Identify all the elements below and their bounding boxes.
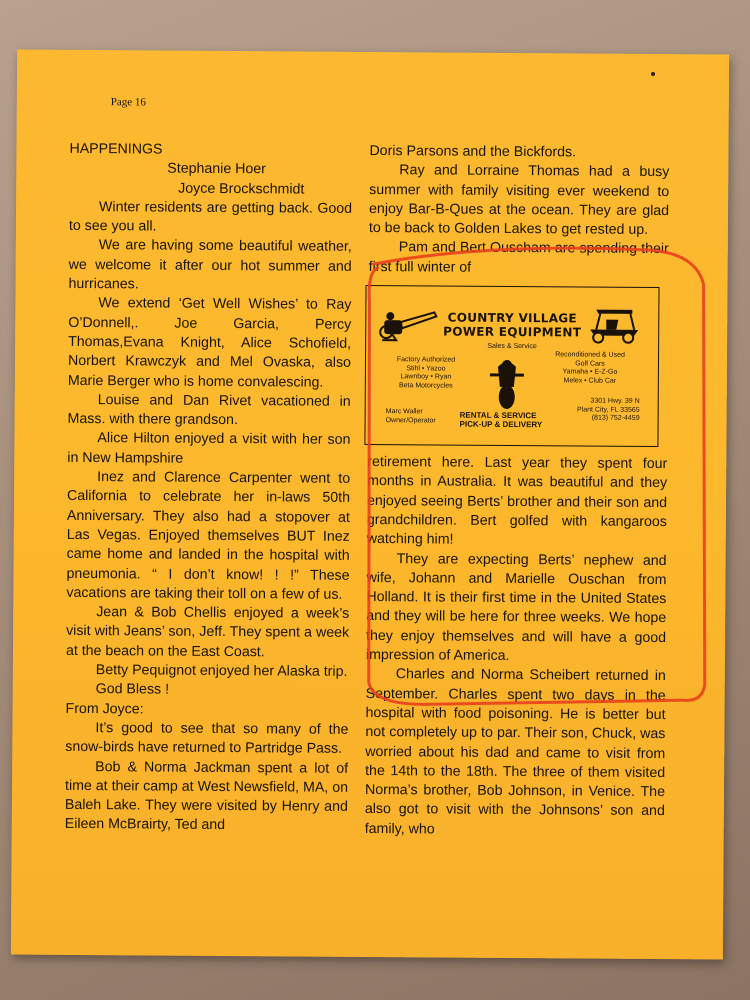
paragraph: Jean & Bob Chellis enjoyed a week’s visit with Jeans’ son, Jeff. They spent a week at the beach on the East Coast. (65, 604, 350, 660)
author-byline: Stephanie Hoer (167, 160, 266, 178)
paragraph: It’s good to see that so many of the snow-birds have returned to Partridge Pass. (65, 719, 349, 758)
paragraph: Doris Parsons and the Bickfords. (369, 142, 577, 161)
paragraph: We extend ‘Get Well Wishes’ to Ray O’Donnell,. Joe Garcia, Percy Thomas,Evana Knight, Alice Schofield, Norbert Krawczyk and Mel Ovaska, also Marie Berger who is home convalescing. (67, 295, 352, 391)
closing-line: God Bless ! (95, 681, 170, 698)
subsection-heading: From Joyce: (65, 700, 144, 718)
paragraph: Alice Hilton enjoyed a visit with her son in New Hampshire (67, 430, 351, 467)
ad-address: 3301 Hwy. 39 N Plant City, FL 33565 (813) 752-4459 (576, 397, 640, 422)
author-byline: Joyce Brockschmidt (178, 180, 305, 198)
paragraph: Bob & Norma Jackman spent a lot of time at their camp at West Newsfield, MA, on Baleh Lake. They were visited by Henry and Eileen McBrairty, Ted and (64, 758, 349, 834)
paragraph: Louise and Dan Rivet vacationed in Mass. with there grandson. (67, 391, 351, 429)
ad-brands-right: Reconditioned & Used Golf Cars Yamaha • E-Z-Go Melex • Club Car (555, 351, 625, 385)
paragraph: retirement here. Last year they spent four months in Australia. It was beautiful and they enjoyed seeing Berts’ brother and their son and grandchildren. Bert golfed with kangaroos watching him! (366, 454, 668, 548)
right-column (365, 142, 670, 841)
paragraph: Betty Pequignot enjoyed her Alaska trip. (95, 662, 348, 680)
advertisement (364, 285, 659, 447)
paragraph: Charles and Norma Scheibert returned in September. Charles spent two days in the hospital with food poisoning. He is better but not completely up to par. Their son, Chuck, was worried about his dad and came to visit from the 14th to the 18th. The three of them visited Norma’s brother, Bob Johnson, in Venice. The also got to visit with the Johnsons’ son and family, who (364, 666, 666, 838)
paragraph: We are having some beautiful weather, we welcome it after our hot summer and hurricanes. (68, 237, 352, 293)
paper-mark (651, 72, 655, 76)
newsletter-page (11, 50, 729, 960)
section-heading: HAPPENINGS (69, 140, 163, 158)
ad-title: COUNTRY VILLAGE POWER EQUIPMENT (443, 310, 582, 340)
golf-cart-icon (584, 304, 642, 344)
motorcycle-icon (484, 357, 530, 411)
ad-rental-service: RENTAL & SERVICE PICK-UP & DELIVERY (459, 410, 543, 430)
ad-brands-left: Factory Authorized Stihl • Yazoo Lawnboy • Ryan Beta Motorcycles (396, 356, 456, 390)
ad-subtitle: Sales & Service (487, 342, 537, 351)
paragraph: They are expecting Berts’ nephew and wife, Johann and Marielle Ouschan from Holland. It is their first time in the United States and they will be here for three weeks. We hope they enjoy themselves and will have a good impression of America. (365, 550, 667, 665)
ad-owner: Marc Waller Owner/Operator (385, 408, 436, 425)
paragraph: Inez and Clarence Carpenter went to California to celebrate her in-laws 50th Anniversary. They also had a stopover at Las Vegas. Enjoyed themselves BUT Inez came home and landed in the hospital with pneumonia. “ I don’t know! ! !” These vacations are taking their toll on a few of us. (66, 469, 351, 603)
left-column (65, 140, 353, 837)
paragraph: Winter residents are getting back. Good to see you all. (68, 198, 353, 235)
page-number: Page 16 (110, 96, 146, 109)
paragraph: Ray and Lorraine Thomas had a busy summer with family visiting ever weekend to enjoy Bar-B-Ques at the ocean. They are glad to be back to Golden Lakes to get rested up. (368, 162, 670, 239)
paragraph: Pam and Bert Ouscham are spending their first full winter of (368, 239, 669, 276)
